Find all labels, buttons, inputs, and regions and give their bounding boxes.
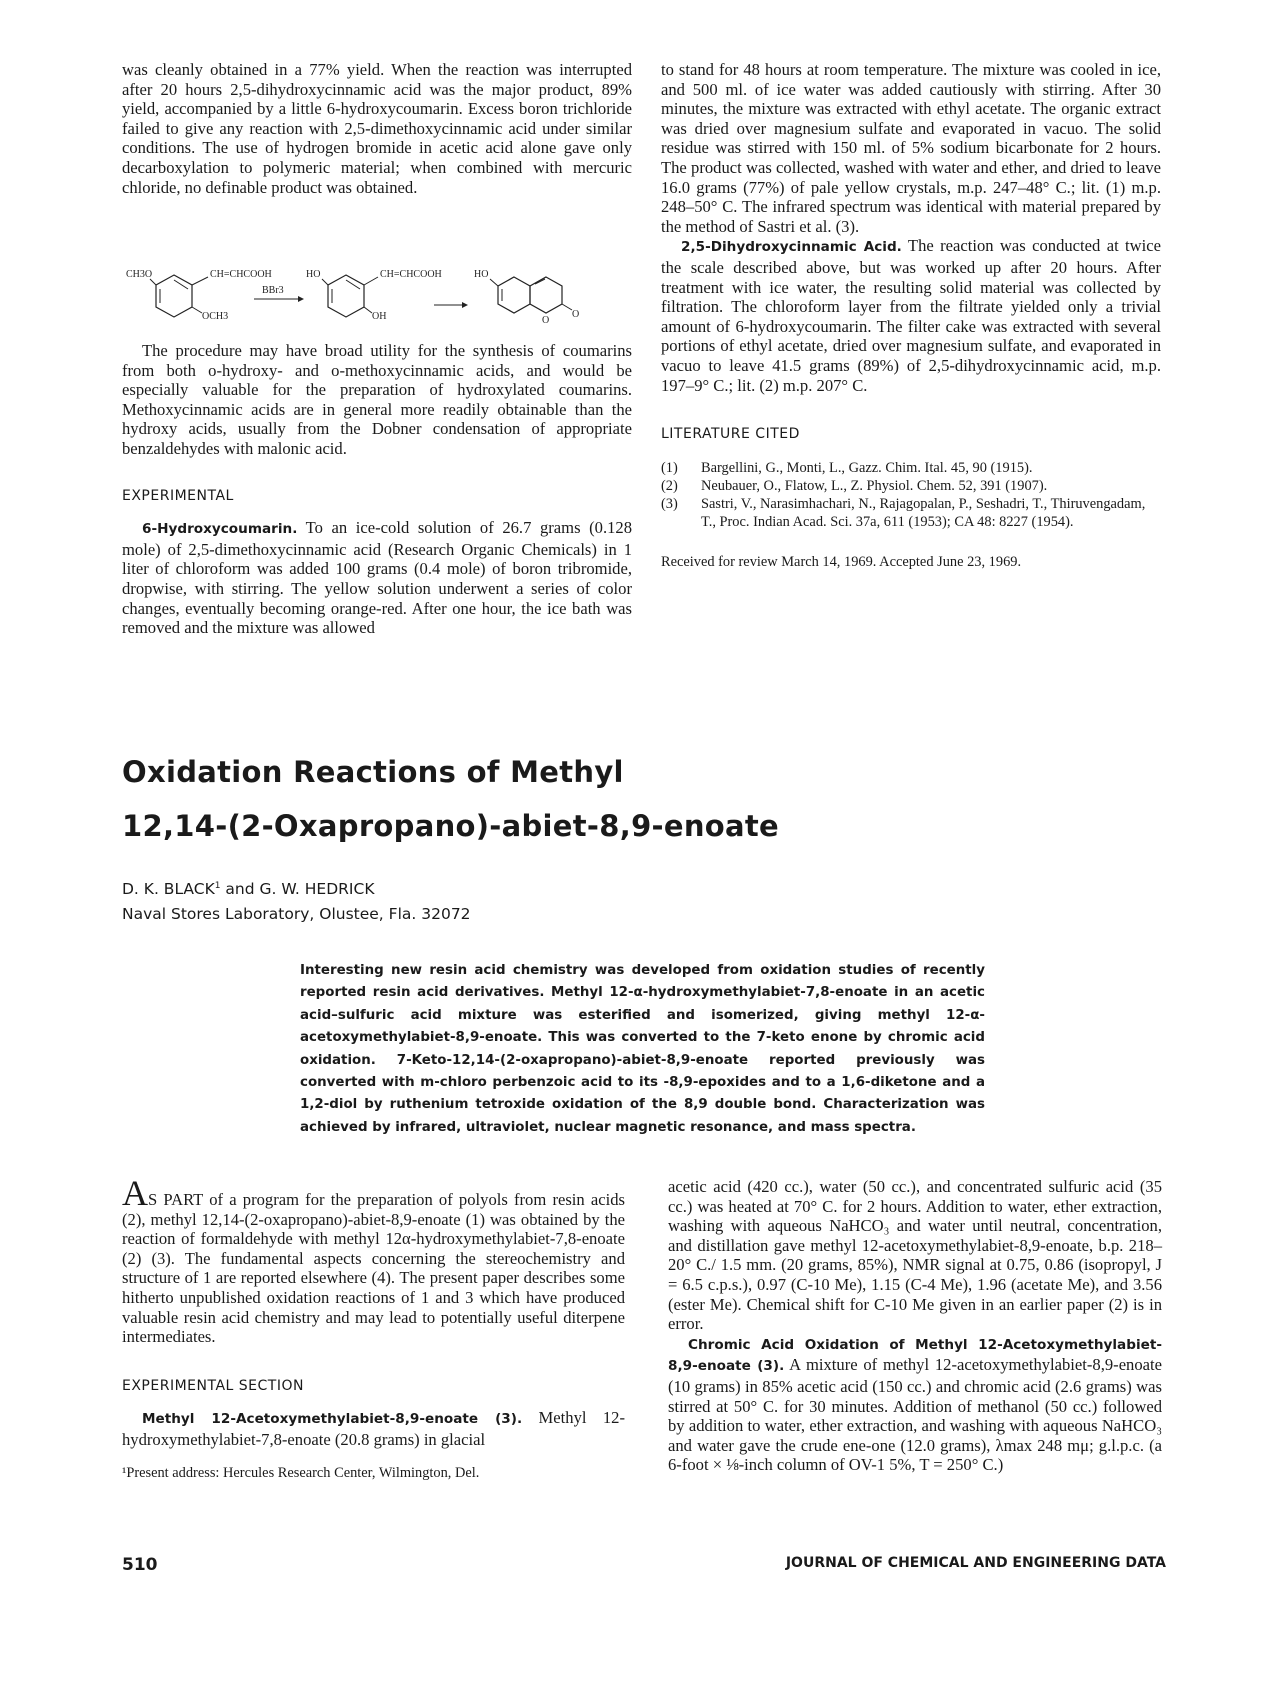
- author-2: and G. W. HEDRICK: [220, 880, 375, 899]
- abstract: Interesting new resin acid chemistry was developed from oxidation studies of recently reported resin acid derivatives. Methyl 12-α-hydroxymethylabiet-7,8-enoate in an acetic acid–sulfuric acid mixture was esterified and isomerized, giving methyl 12-α-acetoxymethylabiet-8,9-enoate. This was converted to the 7-keto enone by chromic acid oxidation. 7-Keto-12,14-(2-oxapropano)-abiet-8,9-enoate reported previously was converted with m-chloro perbenzoic acid to its -8,9-epoxides and to a 1,6-diketone and a 1,2-diol by ruthenium tetroxide oxidation of the 8,9 double bond. Characterization was achieved by infrared, ultraviolet, nuclear magnetic resonance, and mass spectra.: [300, 963, 985, 1135]
- section-header: EXPERIMENTAL SECTION: [122, 1377, 304, 1394]
- paragraph-text: Methyl 12-hydroxymethylabiet-7,8-enoate (20.8 grams) in glacial: [122, 1408, 625, 1449]
- title-line-1: Oxidation Reactions of Methyl: [122, 755, 624, 789]
- intermediate-substituent-1: HO: [306, 269, 321, 280]
- title-line-2: 12,14-(2-Oxapropano)-abiet-8,9-enoate: [122, 809, 780, 843]
- paragraph: was cleanly obtained in a 77% yield. When the reaction was interrupted after 20 hours 2,5-dihydroxycinnamic acid was the major product, 89% yield, accompanied by a little 6-hydroxycoumarin. Excess boron trichloride failed to give any reaction with 2,5-dimethoxycinnamic acid under similar conditions. The use of hydrogen bromide in acetic acid alone gave only decarboxylation to polymeric material; when combined with mercuric chloride, no definable product was obtained.: [122, 60, 632, 197]
- authors: [122, 874, 471, 902]
- paragraph: The procedure may have broad utility for the synthesis of coumarins from both o-hydroxy- and o-methoxycinnamic acids, and would be especially valuable for the preparation of hydroxylated coumarins. Methoxycinnamic acids are in general more readily obtainable than the hydroxy acids, usually from the Dobner condensation of appropriate benzaldehydes with malonic acid.: [122, 341, 632, 458]
- coumarin-ring-oxygen: O: [542, 315, 550, 326]
- intermediate-substituent-2: OH: [372, 311, 387, 322]
- intro-caps: S PART: [148, 1190, 204, 1209]
- reaction-arrow-2: [434, 302, 468, 308]
- reference-text: Neubauer, O., Flatow, L., Z. Physiol. Chem. 52, 391 (1907).: [701, 477, 1048, 494]
- reference-text: Sastri, V., Narasimhachari, N., Rajagopalan, P., Seshadri, T., Thiruvengadam, T., Proc. Indian Acad. Sci. 37a, 611 (1953); CA 48: 8227 (1954).: [701, 495, 1146, 530]
- run-in-heading: 2,5-Dihydroxycinnamic Acid.: [681, 239, 902, 256]
- lower-right-column: [668, 1177, 1162, 1475]
- upper-left-column-2: [122, 341, 632, 638]
- upper-left-column: [122, 60, 632, 197]
- reference-number: (3): [661, 495, 678, 512]
- reference-item: [661, 477, 1161, 495]
- received-note: Received for review March 14, 1969. Accepted June 23, 1969.: [661, 553, 1022, 570]
- drop-cap: A: [122, 1173, 148, 1213]
- journal-name: JOURNAL OF CHEMICAL AND ENGINEERING DATA: [785, 1555, 1166, 1571]
- paragraph-text: The reaction was conducted at twice the scale described above, but was worked up after 20 hours. After treatment with ice water, the resulting solid material was collected by filtration. The chloroform layer from the filtrate yielded only a trivial amount of 6-hydroxycoumarin. The filter cake was extracted with several portions of ethyl acetate, dried over magnesium sulfate, and evaporated in vacuo to leave 41.5 grams (89%) of 2,5-dihydroxycinnamic acid, m.p. 197–9° C.; lit. (2) m.p. 207° C.: [661, 236, 1161, 395]
- footnote: ¹Present address: Hercules Research Center, Wilmington, Del.: [122, 1464, 480, 1481]
- run-in-heading: Methyl 12-Acetoxymethylabiet-8,9-enoate (3).: [142, 1411, 523, 1428]
- footnote-marker: 1: [214, 881, 221, 891]
- reactant-substituent-2: OCH3: [202, 311, 229, 322]
- run-in-heading: 6-Hydroxycoumarin.: [142, 521, 298, 538]
- reference-text: Bargellini, G., Monti, L., Gazz. Chim. Ital. 45, 90 (1915).: [701, 459, 1033, 476]
- reaction-arrow-1: [254, 285, 304, 302]
- article-title: [122, 745, 1172, 853]
- reference-number: (1): [661, 459, 678, 476]
- paragraph: to stand for 48 hours at room temperature. The mixture was cooled in ice, and 500 ml. of ice water was added cautiously with stirring. After 30 minutes, the mixture was extracted with ethyl acetate. The organic extract was dried over magnesium sulfate and evaporated in vacuo. The solid residue was stirred with 150 ml. of 5% sodium bicarbonate for 2 hours. The product was collected, washed with water and ether, and dried to leave 16.0 grams (77%) of pale yellow crystals, m.p. 247–48° C.; lit. (1) m.p. 248–50° C. The infrared spectrum was identical with material prepared by the method of Sastri et al. (3).: [661, 60, 1161, 236]
- paragraph: acetic acid (420 cc.), water (50 cc.), and concentrated sulfuric acid (35 cc.) was heated at 70° C. for 2 hours. Addition to water, ether extraction, washing with aqueous NaHCO₃ and water until neutral, concentration, and distillation gave methyl 12-acetoxymethylabiet-8,9-enoate, b.p. 218–20° C./ 1.5 mm. (20 grams, 85%), NMR signal at 0.75, 0.86 (isopropyl, J = 6.5 c.p.s.), 0.97 (C-10 Me), 1.15 (C-4 Me), 1.96 (acetate Me), and 3.56 (ester Me). Chemical shift for C-10 Me given in an earlier paper (2) is in error.: [668, 1177, 1162, 1334]
- reaction-scheme: [122, 265, 632, 340]
- paragraph-text: of a program for the preparation of polyols from resin acids (2), methyl 12,14-(2-oxapropano)-abiet-8,9-enoate (1) was obtained by the reaction of formaldehyde with methyl 12α-hydroxymethylabiet-7,8-enoate (2) (3). The fundamental aspects concerning the stereochemistry and structure of 1 are reported elsewhere (4). The present paper describes some hitherto unpublished oxidation reactions of 1 and 3 which have produced valuable resin acid chemistry and may lead to potentially useful diterpene intermediates.: [122, 1190, 625, 1347]
- paragraph-text: To an ice-cold solution of 26.7 grams (0.128 mole) of 2,5-dimethoxycinnamic acid (Research Organic Chemicals) in 1 liter of chloroform was added 100 grams (0.4 mole) of boron tribromide, dropwise, with stirring. The yellow solution underwent a series of color changes, eventually becoming orange-red. After one hour, the ice bath was removed and the mixture was allowed: [122, 518, 632, 638]
- section-header: EXPERIMENTAL: [122, 487, 234, 504]
- reagent-label: BBr3: [262, 285, 284, 296]
- reactant-side-chain: CH=CHCOOH: [210, 269, 272, 280]
- reactant-structure: [126, 269, 272, 322]
- run-in-heading: Chromic Acid Oxidation of Methyl 12-Acetoxymethylabiet-8,9-enoate (3).: [668, 1336, 1162, 1375]
- page-number: 510: [122, 1555, 158, 1575]
- intro-paragraph: [122, 1173, 625, 1347]
- reference-number: (2): [661, 477, 678, 494]
- paragraph: [122, 518, 632, 638]
- affiliation: Naval Stores Laboratory, Olustee, Fla. 32072: [122, 905, 471, 924]
- author-block: [122, 874, 471, 927]
- intermediate-structure: [306, 269, 442, 322]
- author-1: D. K. BLACK: [122, 880, 215, 899]
- coumarin-structure: [474, 269, 579, 326]
- coumarin-carbonyl-oxygen: O: [572, 309, 580, 320]
- intermediate-side-chain: CH=CHCOOH: [380, 269, 442, 280]
- reference-item: [661, 495, 1161, 531]
- paragraph: [661, 236, 1161, 395]
- paragraph-text: A mixture of methyl 12-acetoxymethylabiet-8,9-enoate (10 grams) in 85% acetic acid (150 cc.) and chromic acid (2.6 grams) was stirred at 50° C. for 30 minutes. Addition of methanol (50 cc.) followed by addition to water, ether extraction, and washing with aqueous NaHCO₃ and water gave the crude ene-one (12.0 grams), λmax 248 mμ; g.l.p.c. (a 6-foot × ⅛-inch column of OV-1 5%, T = 250° C.): [668, 1355, 1162, 1475]
- reactant-substituent-1: CH3O: [126, 269, 153, 280]
- section-header: LITERATURE CITED: [661, 426, 800, 443]
- upper-right-column: [661, 60, 1161, 572]
- paragraph: [668, 1334, 1162, 1475]
- reference-item: [661, 459, 1161, 477]
- reference-list: [661, 459, 1161, 531]
- lower-left-column: [122, 1173, 625, 1483]
- coumarin-substituent: HO: [474, 269, 489, 280]
- paragraph: [122, 1408, 625, 1449]
